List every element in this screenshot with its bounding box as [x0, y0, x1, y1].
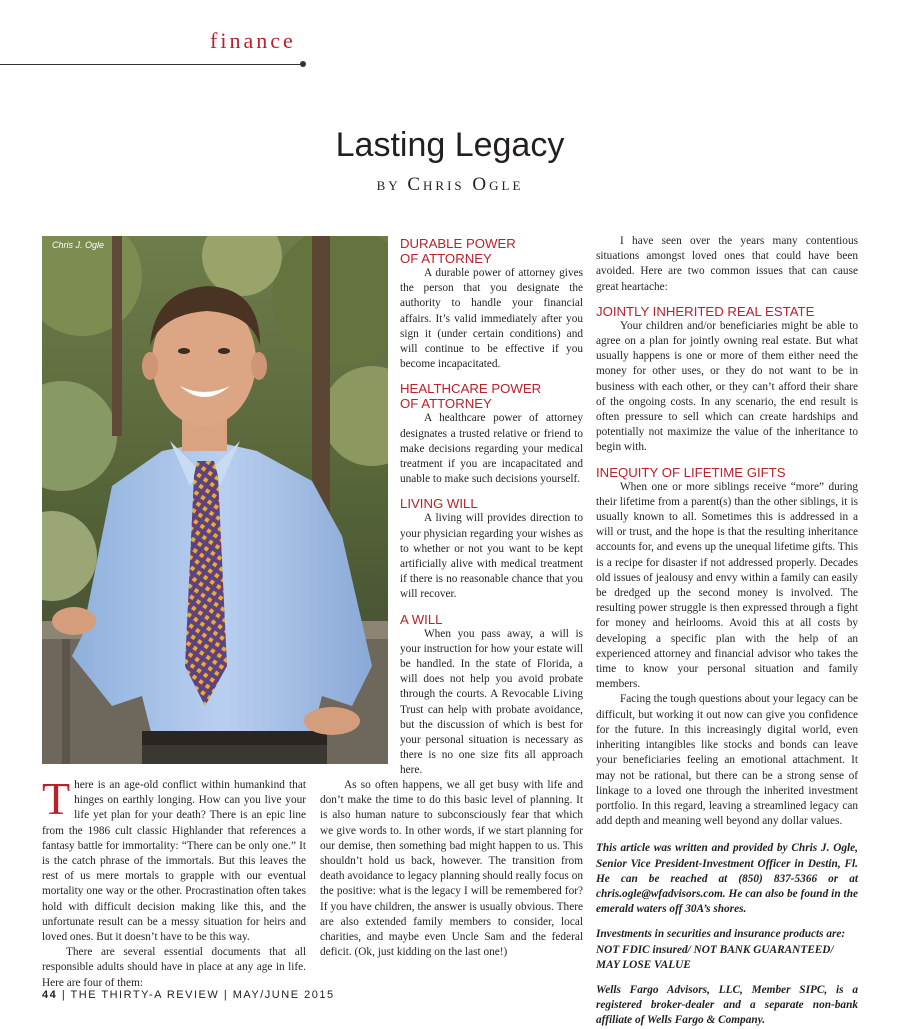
photo-credit: Chris J. Ogle	[52, 240, 105, 250]
heading-living-will: LIVING WILL	[400, 496, 478, 512]
paragraph-living-will: A living will provides direction to your physician regarding your wishes as to whether or not you want to be kept artificially alive with medical treatment if there is no reasonable chance that you will recover.	[400, 512, 583, 601]
section-label: finance	[210, 28, 296, 53]
heading-inequity-gifts: INEQUITY OF LIFETIME GIFTS	[596, 464, 786, 480]
header-rule-dot	[300, 61, 306, 67]
page-number: 44	[42, 989, 58, 1001]
byline	[0, 174, 900, 196]
byline-by: BY	[376, 178, 401, 193]
heading-healthcare-power-2: OF ATTORNEY	[400, 396, 492, 412]
paragraph-jointly-inherited: Your children and/or beneficiaries might be able to agree on a plan for jointly owning real estate. But what usually happens is one or more of them either need the money for other uses, or they do not want to be in business with each other, or they can’t afford their share of the ongoing costs. In any scenario, the end result is often pressure to sell which can create hardships and potentially not maximize the value of the inheritance to begin with.	[596, 319, 858, 454]
right-column	[596, 234, 858, 1029]
page-footer	[42, 989, 335, 1001]
intro-column	[42, 773, 306, 991]
issue-date: MAY/JUNE 2015	[232, 989, 335, 1001]
publication-name: THE THIRTY-A REVIEW	[70, 989, 220, 1001]
paragraph-inequity-gifts: When one or more siblings receive “more” during their lifetime from a parent(s) than the other siblings, it is usually known to all. Sometimes this is addressed in a will or trust, and the hope is that the resulting inheritance accounts for, and evens up the unequal lifetime gifts. This is a recipe for disaster if not addressed properly. Decades old issues of jealousy and envy within a family can easily be dredged up the second money is involved. The resulting power struggle is then expressed through a fight for money and heirlooms. Avoid this at all costs by developing a specific plan with the help of an experienced attorney and financial advisor who takes the time to know your personal situation and family members.	[596, 480, 858, 691]
paragraph-durable-power: A durable power of attorney gives the person that you designate the authority to handle your financial affairs. It’s valid immediately after you sign it (under certain conditions) and will continue to be effective if you become incapacitated.	[400, 267, 583, 371]
heading-durable-power-2: OF ATTORNEY	[400, 251, 492, 266]
heading-durable-power-1: DURABLE POWER	[400, 236, 516, 251]
intro-paragraph-2: There are several essential documents that all responsible adults should have in place at any age in life. Here are four of them:	[42, 946, 306, 989]
middle-column-bottom	[320, 778, 583, 960]
wells-fargo-disclaimer: Wells Fargo Advisors, LLC, Member SIPC, is a registered broker-dealer and a separate non-bank affiliate of Wells Fargo & Company.	[596, 983, 858, 1027]
investment-disclaimer: Investments in securities and insurance products are: NOT FDIC insured/ NOT BANK GUARANTEED/ MAY LOSE VALUE	[596, 928, 846, 971]
middle-column-top	[400, 236, 583, 779]
header-rule	[0, 64, 304, 65]
article-title: Lasting Legacy	[335, 126, 565, 164]
paragraph-contentious: I have seen over the years many contentious situations amongst loved ones that could have been avoided. Here are two common issues that can cause great heartache:	[596, 235, 858, 293]
heading-healthcare-power-1: HEALTHCARE POWER	[400, 381, 542, 397]
author-note: This article was written and provided by Chris J. Ogle, Senior Vice President-Investment Officer in Destin, Fl. He can be reached at (850) 837-5366 or at chris.ogle@wfadvisors.com. He can also be found in the emerald waters off 30A’s shores.	[596, 842, 858, 916]
paragraph-healthcare-power: A healthcare power of attorney designates a trusted relative or friend to make decisions regarding your medical treatment if you are incapacitated and unable to make such decisions yourself.	[400, 412, 583, 486]
intro-paragraph-1: here is an age-old conflict within humankind that hinges on earthly longing. How can you live your life yet plan for your death? There is an epic line from the 1986 cult classic Highlander that references a fantasy battle for immortality: “There can be only one.” It is the catch phrase of the immortals. But this leaves the rest of us mere mortals to grapple with our eventual mortality one way or the other. Procrastination often takes hold with difficult decision making like this, and the unfortunate result can be a messy situation for heirs and loved ones. But it doesn’t have to be this way.	[42, 779, 306, 944]
paragraph-tough-questions: Facing the tough questions about your legacy can be difficult, but working it out now can give you confidence for the future. In this increasingly digital world, even inheriting intangibles like stocks and bonds can leave your beneficiaries feeling an emotional attachment. It may not be rational, but there can be a strong sense of linkage to a loved one through the inherited investment portfolio. In this regard, leaving a streamlined legacy can add depth and meaning well beyond any dollar values.	[596, 693, 858, 828]
drop-cap: T	[42, 773, 71, 824]
byline-author: Chris Ogle	[407, 174, 524, 195]
footer-separator: |	[61, 989, 67, 1001]
footer-separator-2: |	[223, 989, 229, 1001]
paragraph-a-will: When you pass away, a will is your instruction for how your estate will be handled. In the state of Florida, a will does not help you avoid probate through the courts. A Revocable Living Trust can help with probate avoidance, but the discussion of which is best for your personal situation is necessary as there is no one size fits all approach here.	[400, 627, 583, 777]
heading-a-will: A WILL	[400, 611, 443, 627]
heading-jointly-inherited: JOINTLY INHERITED REAL ESTATE	[596, 303, 815, 319]
paragraph-busy-life: As so often happens, we all get busy with life and don’t make the time to do this basic level of planning. It is also human nature to subconsciously fear that which we give words to. In other words, if we start planning for our demise, then something bad might happen to us. This shouldn’t hold us back, however. The transition from death avoidance to legacy planning should really focus on the positive: what is the legacy I will be remembered for? If you have children, the answer is usually obvious. There are also extended family members to consider, local charities, and maybe even Uncle Sam and the federal deficit. (Ok, just kidding on the last one!)	[320, 779, 583, 959]
author-photo	[42, 236, 388, 764]
